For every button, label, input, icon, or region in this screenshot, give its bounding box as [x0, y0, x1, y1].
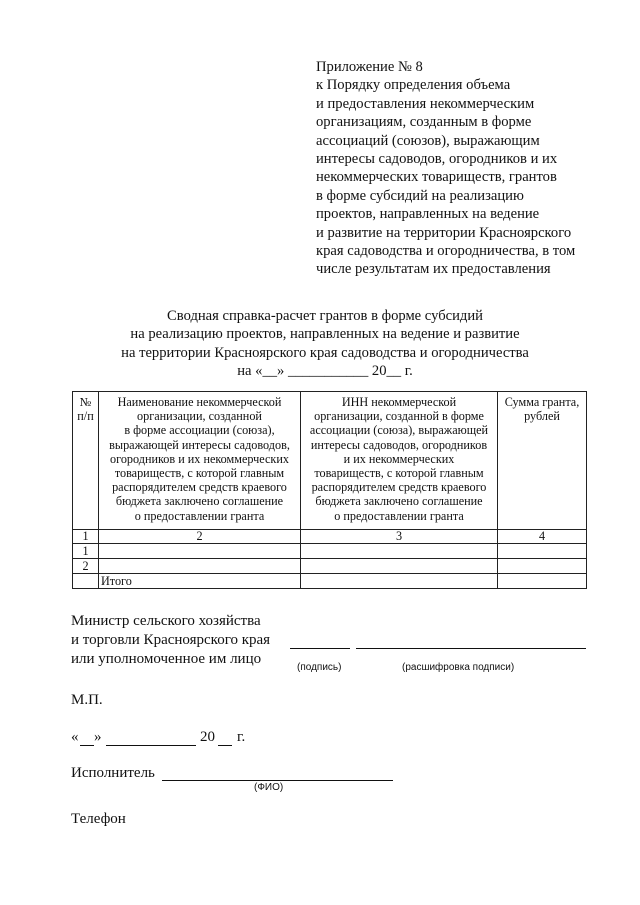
header-text: товариществ, с которой главным — [114, 466, 285, 481]
date-month-field[interactable] — [106, 745, 196, 746]
header-text: ассоциации (союза), выражающей — [309, 423, 489, 438]
appendix-line: организациям, созданным в форме — [316, 114, 532, 131]
date-quote-close: » — [94, 729, 102, 745]
header-text: распорядителем средств краевого — [311, 480, 487, 495]
header-org-name — [99, 392, 301, 530]
header-text: рублей — [524, 409, 560, 424]
header-text: Сумма гранта, — [504, 395, 580, 409]
date-quote-open: « — [71, 729, 79, 745]
signature-caption: (подпись) — [297, 662, 342, 673]
date-year-prefix: 20 — [200, 729, 215, 745]
date-year-suffix: г. — [237, 729, 246, 745]
row-grant-sum — [498, 574, 587, 589]
appendix-line: Приложение № 8 — [316, 59, 423, 75]
row-inn — [301, 574, 498, 589]
title-line: Сводная справка-расчет грантов в форме субсидий — [167, 308, 483, 324]
appendix-line: числе результатам их предоставления — [316, 261, 551, 278]
column-number: 3 — [301, 530, 498, 544]
header-text: товариществ, с которой главным — [314, 466, 484, 481]
column-number-row — [73, 530, 587, 544]
executor-caption: (ФИО) — [254, 782, 284, 793]
header-text: интересы садоводов, огородников — [310, 437, 488, 452]
appendix-line: к Порядку определения объема — [316, 77, 511, 94]
title-line: на территории Красноярского края садоводства и огородничества — [121, 344, 529, 361]
signatory-line: Министр сельского хозяйства — [71, 613, 261, 629]
header-number — [73, 392, 99, 530]
header-text: Наименование некоммерческой — [117, 395, 282, 409]
row-number: 1 — [73, 544, 99, 559]
title-date-line: на «__» ___________ 20__ г. — [237, 363, 413, 380]
appendix-line: ассоциаций (союзов), выражающим — [316, 132, 540, 149]
row-org-name — [99, 559, 301, 574]
appendix-line: края садоводства и огородничества, в том — [316, 243, 576, 260]
column-number: 2 — [99, 530, 301, 544]
header-text: и их некоммерческих — [343, 451, 455, 466]
signature-decode-field-line[interactable] — [356, 648, 586, 649]
signatory-line: и торговли Красноярского края — [71, 632, 271, 648]
header-text: в форме ассоциации (союза), — [124, 423, 275, 438]
grants-table — [72, 391, 587, 589]
header-text: № — [79, 395, 92, 409]
header-inn — [301, 392, 498, 530]
signatory-title — [71, 612, 270, 669]
table-row — [73, 559, 587, 574]
title-line: на реализацию проектов, направленных на ведение и развитие — [130, 326, 520, 343]
header-text: организации, созданной — [137, 409, 262, 424]
header-text: бюджета заключено соглашение — [315, 494, 483, 509]
header-text: о предоставлении гранта — [334, 508, 464, 523]
appendix-line: интересы садоводов, огородников и их — [316, 151, 558, 168]
table-header-row — [73, 392, 587, 530]
total-row — [73, 574, 587, 589]
row-inn — [301, 544, 498, 559]
header-text: п/п — [77, 409, 94, 424]
signatory-line: или уполномоченное им лицо — [71, 651, 262, 667]
header-text: распорядителем средств краевого — [112, 480, 287, 495]
appendix-line: и развитие на территории Красноярского — [316, 224, 572, 241]
header-text: огородников и их некоммерческих — [110, 451, 289, 466]
column-number: 4 — [498, 530, 587, 544]
column-number: 1 — [73, 530, 99, 544]
row-grant-sum — [498, 559, 587, 574]
document-title — [60, 307, 590, 381]
header-text: организации, созданной в форме — [314, 409, 484, 424]
signature-field-line[interactable] — [290, 648, 350, 649]
appendix-line: и предоставления некоммерческим — [316, 95, 535, 112]
signature-decode-caption: (расшифровка подписи) — [402, 662, 515, 673]
appendix-reference — [316, 58, 616, 279]
row-number — [73, 574, 99, 589]
header-text: бюджета заключено соглашение — [115, 494, 284, 509]
header-text: выражающей интересы садоводов, — [109, 437, 290, 452]
date-year-field[interactable] — [218, 745, 232, 746]
header-text: о предоставлении гранта — [134, 508, 265, 523]
appendix-line: некоммерческих товариществ, грантов — [316, 169, 557, 186]
stamp-label: М.П. — [71, 692, 103, 708]
row-grant-sum — [498, 544, 587, 559]
appendix-line: проектов, направленных на ведение — [316, 206, 540, 223]
appendix-line: в форме субсидий на реализацию — [316, 187, 524, 204]
phone-label: Телефон — [71, 811, 126, 827]
row-org-name — [99, 544, 301, 559]
date-day-field[interactable] — [80, 745, 94, 746]
table-row — [73, 544, 587, 559]
row-number: 2 — [73, 559, 99, 574]
total-label: Итого — [99, 574, 301, 589]
row-inn — [301, 559, 498, 574]
header-text: ИНН некоммерческой — [341, 395, 457, 409]
executor-field-line[interactable] — [162, 780, 393, 781]
header-grant-sum — [498, 392, 587, 530]
executor-label: Исполнитель — [71, 765, 155, 781]
